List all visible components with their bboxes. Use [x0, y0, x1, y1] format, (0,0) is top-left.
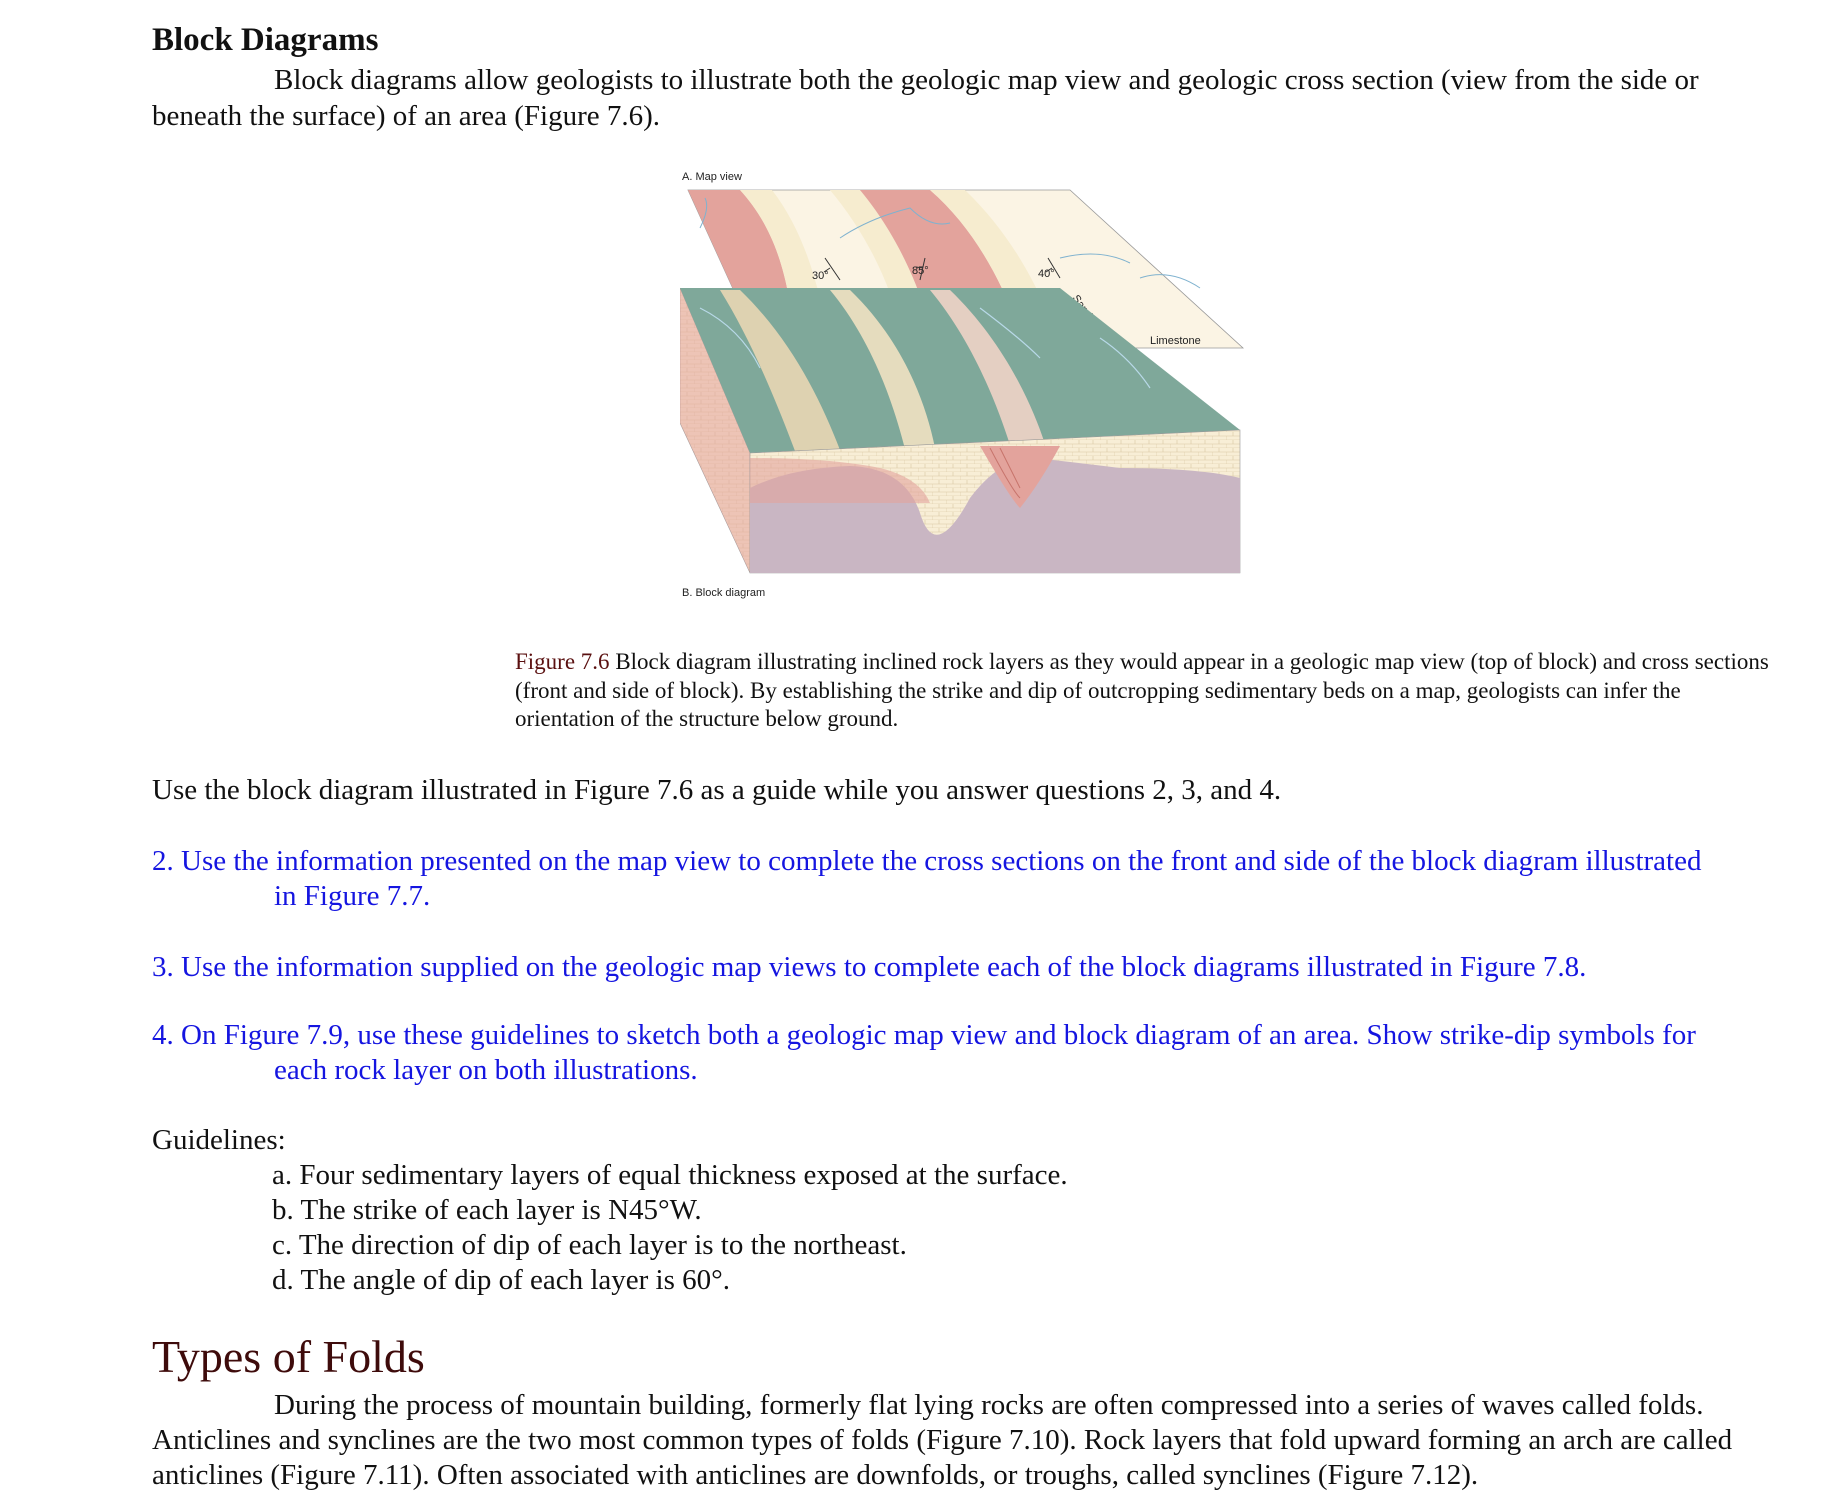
- dip-label-40: 40°: [1038, 268, 1055, 280]
- question-2-line-1: 2. Use the information presented on the map view to complete the cross sections on the front and side of the block diagram illustrated: [152, 845, 1702, 877]
- question-4: [152, 1018, 1772, 1088]
- guideline-item: d. The angle of dip of each layer is 60°.: [272, 1264, 730, 1296]
- question-2-line-2: in Figure 7.7.: [274, 880, 431, 912]
- block-diagram-label: B. Block diagram: [682, 587, 766, 599]
- use-instruction: Use the block diagram illustrated in Figure 7.6 as a guide while you answer questions 2, 3, and 4.: [152, 774, 1282, 806]
- figure-number: Figure 7.6: [515, 649, 610, 674]
- figure-caption: [515, 648, 1770, 734]
- dip-label-30: 30°: [812, 270, 829, 282]
- section-heading-types-of-folds: Types of Folds: [152, 1331, 425, 1382]
- question-2: [152, 844, 1772, 914]
- guidelines-list: [272, 1158, 1068, 1298]
- caption-text: Block diagram illustrating inclined rock layers as they would appear in a geologic map view (top of block) and cross sections (front and side of block). By establishing the strike and dip of outcropping sedimentary beds on a map, geologists can infer the orientation of the structure below ground.: [515, 649, 1769, 731]
- layer-label-limestone-2: Limestone: [1150, 335, 1201, 347]
- dip-label-85: 85°: [912, 265, 929, 277]
- section-heading-block-diagrams: Block Diagrams: [152, 22, 379, 58]
- guideline-item: a. Four sedimentary layers of equal thickness exposed at the surface.: [272, 1159, 1068, 1191]
- intro-paragraph: Block diagrams allow geologists to illustrate both the geologic map view and geologic cross section (view from the side or beneath the surface) of an area (Figure 7.6).: [152, 64, 1699, 132]
- guideline-item: b. The strike of each layer is N45°W.: [272, 1194, 702, 1226]
- folds-paragraph: During the process of mountain building, formerly flat lying rocks are often compressed into a series of waves called folds. Anticlines and synclines are the two most common types of folds (Figure 7.10). Rock layers that fold upward forming an arch are called anticlines (Figure 7.11). Often associated with anticlines are downfolds, or troughs, called synclines (Figure 7.12).: [152, 1389, 1733, 1491]
- question-4-line-1: 4. On Figure 7.9, use these guidelines to sketch both a geologic map view and block diagram of an area. Show strike-dip symbols for: [152, 1019, 1696, 1051]
- map-view-label: A. Map view: [682, 171, 742, 183]
- figure-7-6-block-diagram: [680, 168, 1250, 608]
- question-3: 3. Use the information supplied on the geologic map views to complete each of the block diagrams illustrated in Figure 7.8.: [152, 951, 1587, 983]
- question-4-line-2: each rock layer on both illustrations.: [274, 1054, 698, 1086]
- guideline-item: c. The direction of dip of each layer is to the northeast.: [272, 1229, 907, 1261]
- guidelines-title: Guidelines:: [152, 1124, 286, 1156]
